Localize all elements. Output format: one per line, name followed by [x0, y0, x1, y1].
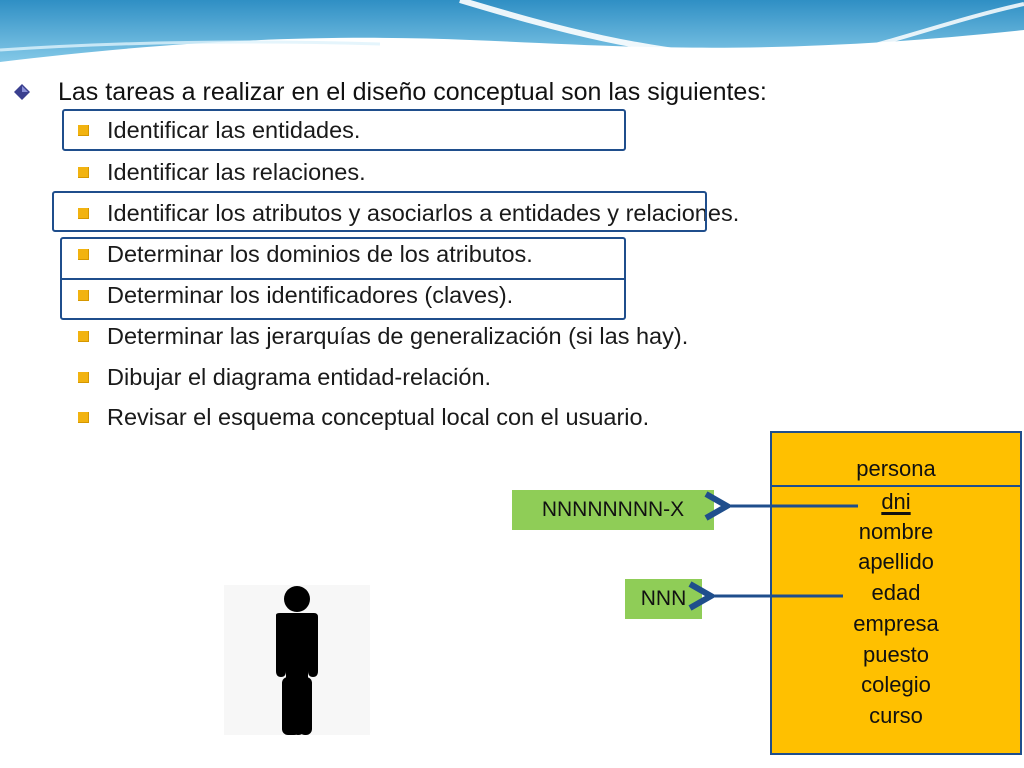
square-bullet-icon: [78, 412, 89, 423]
header-wave-banner: [0, 0, 1024, 70]
highlight-box-entities: [62, 109, 626, 151]
square-bullet-icon: [78, 167, 89, 178]
highlight-box-attributes: [52, 191, 707, 232]
entity-attribute: empresa: [853, 611, 939, 636]
task-item: [78, 320, 688, 352]
diamond-bullet-icon: [14, 84, 30, 100]
task-text: Dibujar el diagrama entidad-relación.: [107, 363, 492, 390]
square-bullet-icon: [78, 372, 89, 383]
entity-attribute: apellido: [858, 549, 934, 574]
task-text: Determinar los dominios de los atributos.: [107, 240, 533, 267]
task-text: Determinar los identificadores (claves).: [107, 281, 514, 308]
person-icon: [224, 585, 370, 735]
task-text: Determinar las jerarquías de generalización (si las hay).: [107, 322, 689, 349]
highlight-box-divider: [62, 278, 624, 280]
task-item: [78, 401, 649, 433]
entity-attribute: puesto: [862, 642, 930, 667]
domain-box-edad: [625, 579, 702, 619]
task-text: Identificar los atributos y asociarlos a entidades y relaciones.: [107, 199, 740, 226]
domain-text-edad: NNN: [640, 587, 687, 610]
entity-name: persona: [856, 456, 936, 481]
task-text: Identificar las entidades.: [107, 116, 361, 143]
square-bullet-icon: [78, 331, 89, 342]
entity-attribute: colegio: [861, 672, 931, 697]
task-item: [78, 156, 366, 188]
entity-attribute: nombre: [858, 519, 934, 544]
person-figure: [224, 585, 370, 735]
task-item: [78, 361, 491, 393]
entity-key-attribute: [772, 486, 1020, 517]
task-text: Identificar las relaciones.: [107, 158, 366, 185]
entity-attribute: edad: [871, 580, 921, 605]
slide-heading: [14, 72, 767, 112]
domain-box-dni: [512, 490, 714, 530]
entity-attribute: curso: [869, 703, 923, 728]
domain-text-dni: NNNNNNNN-X: [541, 498, 685, 521]
key-attribute-text: dni: [881, 489, 911, 514]
slide-heading-text: Las tareas a realizar en el diseño conceptual son las siguientes:: [58, 77, 767, 106]
task-text: Revisar el esquema conceptual local con el usuario.: [107, 403, 650, 430]
